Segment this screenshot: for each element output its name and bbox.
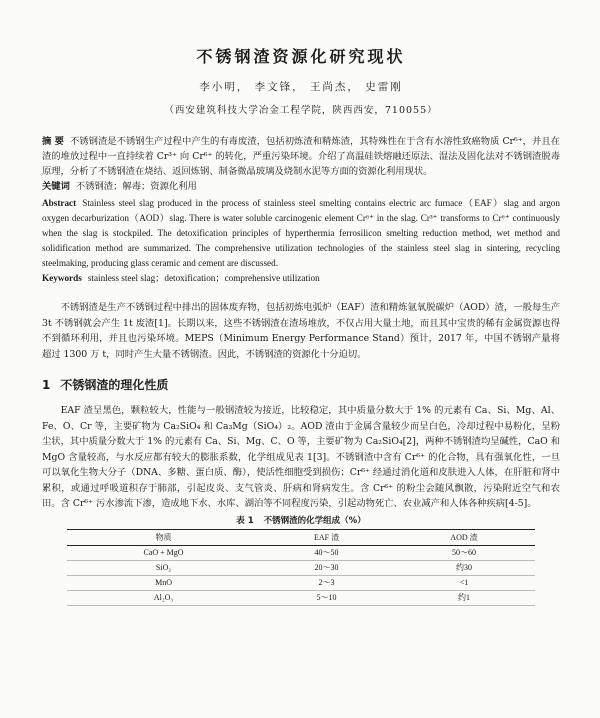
table-row — [67, 560, 535, 575]
paper-page — [0, 44, 600, 718]
table-cell: 2～3 — [260, 575, 393, 590]
table-cell: Al₂O₃ — [67, 590, 260, 605]
table-header-cell: AOD 渣 — [393, 529, 535, 545]
table-row — [67, 590, 535, 605]
abstract-cn-label: 摘 要 — [42, 136, 64, 147]
keywords-cn-label: 关键词 — [42, 181, 70, 192]
section-heading — [42, 376, 560, 393]
paper-title: 不锈钢渣资源化研究现状 — [196, 47, 406, 66]
abstract-cn — [42, 134, 560, 179]
abstract-en-text: Stainless steel slag produced in the process of stainless steel smelting contains electric arc furnace（EAF）slag and argon oxygen decarburization（AOD）slag. There is water soluble carcinogenic element Cr⁶⁺ in the slag. Cr³⁺ transforms to Cr⁶⁺ continuously when the slag is stockpiled. The detoxification principles of hyperthermia ferrosilicon smelting reduction method, wet method and solidification method are summarized. The comprehensive utilization technologies of the stainless steel slag in sintering, recycling steelmaking, producing glass ceramic and cement are discussed. — [42, 198, 560, 268]
table-cell: 约1 — [393, 590, 535, 605]
abstract-en — [42, 196, 560, 271]
table-cell: MnO — [67, 575, 260, 590]
table-row — [67, 545, 535, 560]
table-cell: 5～10 — [260, 590, 393, 605]
table-header-cell: 物质 — [67, 529, 260, 545]
keywords-cn-text: 不锈钢渣；解毒；资源化利用 — [75, 181, 197, 192]
table-cell: CaO + MgO — [67, 545, 260, 560]
abstract-cn-text: 不锈钢渣是不锈钢生产过程中产生的有毒废渣，包括初炼渣和精炼渣，其特殊性在于含有水溶性致癌物质 Cr⁶⁺，并且在渣的堆放过程中一直持续着 Cr³⁺ 向 Cr⁶⁺ 的转化，严重污染环境。介绍了高温硅铁熔融还原法、湿法及固化法对不锈钢渣脱毒原理，分析了不锈钢渣在烧结、返回炼钢、制备微晶玻璃及烧制水泥等方面的资源化利用现状。 — [42, 136, 560, 177]
table-row — [67, 575, 535, 590]
table-header-cell: EAF 渣 — [260, 529, 393, 545]
table-cell: 20～30 — [260, 560, 393, 575]
table-cell: 约30 — [393, 560, 535, 575]
table-cell: 40～50 — [260, 545, 393, 560]
table-cell: <1 — [393, 575, 535, 590]
intro-paragraph: 不锈钢渣是生产不锈钢过程中排出的固体废弃物，包括初炼电弧炉（EAF）渣和精炼氩氧脱碳炉（AOD）渣，一般每生产 3t 不锈钢就会产生 1t 废渣[1]。长期以来，这些不锈钢渣在渣场堆放，不仅占用大量土地，而且其中宝贵的稀有金属资源也得不到循环利用，并且也污染环境。MEPS（Minimum Energy Performance Stand）预计，2017 年，中国不锈钢产量将超过 1300 万 t，同时产生大量不锈钢渣。因此，不锈钢渣的资源化十分迫切。 — [42, 302, 560, 360]
keywords-en-text: stainless steel slag；detoxification；comprehensive utilization — [87, 273, 320, 283]
composition-table — [67, 529, 535, 606]
keywords-en — [42, 271, 560, 286]
section-number: 1 — [42, 378, 51, 392]
section-paragraph: EAF 渣呈黑色，颗粒较大，性能与一般钢渣较为接近，比较稳定，其中质量分数大于 1% 的元素有 Ca、Si、Mg、Al、Fe、O、Cr 等，主要矿物为 Ca₂SiO₄ 和 Ca₃Mg（SiO₄）₂。AOD 渣由于金属含量较少而呈白色，冷却过程中易粉化，呈粉尘状，其中质量分数大于 1% 的元素有 Ca、Si、Mg、C、O 等，主要矿物为 Ca₂SiO₄[2]，两种不锈钢渣均呈碱性，CaO 和 MgO 含量较高，与水反应都有较大的膨胀系数，化学组成见表 1[3]。不锈钢渣中含有 Cr⁶⁺ 的化合物，具有强氧化性，一旦可以氧化生物大分子（DNA、多糖、蛋白质、酶），使活性细胞受到损伤；Cr⁶⁺ 经通过消化道和皮肤进入人体，在肝脏和肾中累积，或通过呼吸道积存于肺部，引起皮炎、支气管炎、肝病和肾病发生。含 Cr⁶⁺ 的粉尘会随风飘散，污染附近空气和农田。含 Cr⁶⁺ 污水渗流下渗，造成地下水、水库、湖泊等不同程度污染，引起动物死亡、农业减产和人体各种疾病[4-5]。 — [42, 405, 560, 509]
table-cell: SiO₂ — [67, 560, 260, 575]
keywords-en-label: Keywords — [42, 273, 82, 283]
table-cell: 50～60 — [393, 545, 535, 560]
section-title: 不锈钢渣的理化性质 — [60, 378, 169, 392]
table-header-row — [67, 529, 535, 545]
paper-authors: 李小明， 李文锋， 王尚杰， 史雷刚 — [199, 81, 403, 93]
paper-affiliation: （西安建筑科技大学冶金工程学院，陕西西安，710055） — [164, 105, 438, 116]
table-title: 不锈钢渣的化学组成（%） — [263, 515, 366, 526]
abstract-en-label: Abstract — [42, 198, 77, 208]
table-number: 表 1 — [236, 515, 254, 526]
table-caption — [42, 514, 560, 526]
keywords-cn — [42, 179, 560, 194]
